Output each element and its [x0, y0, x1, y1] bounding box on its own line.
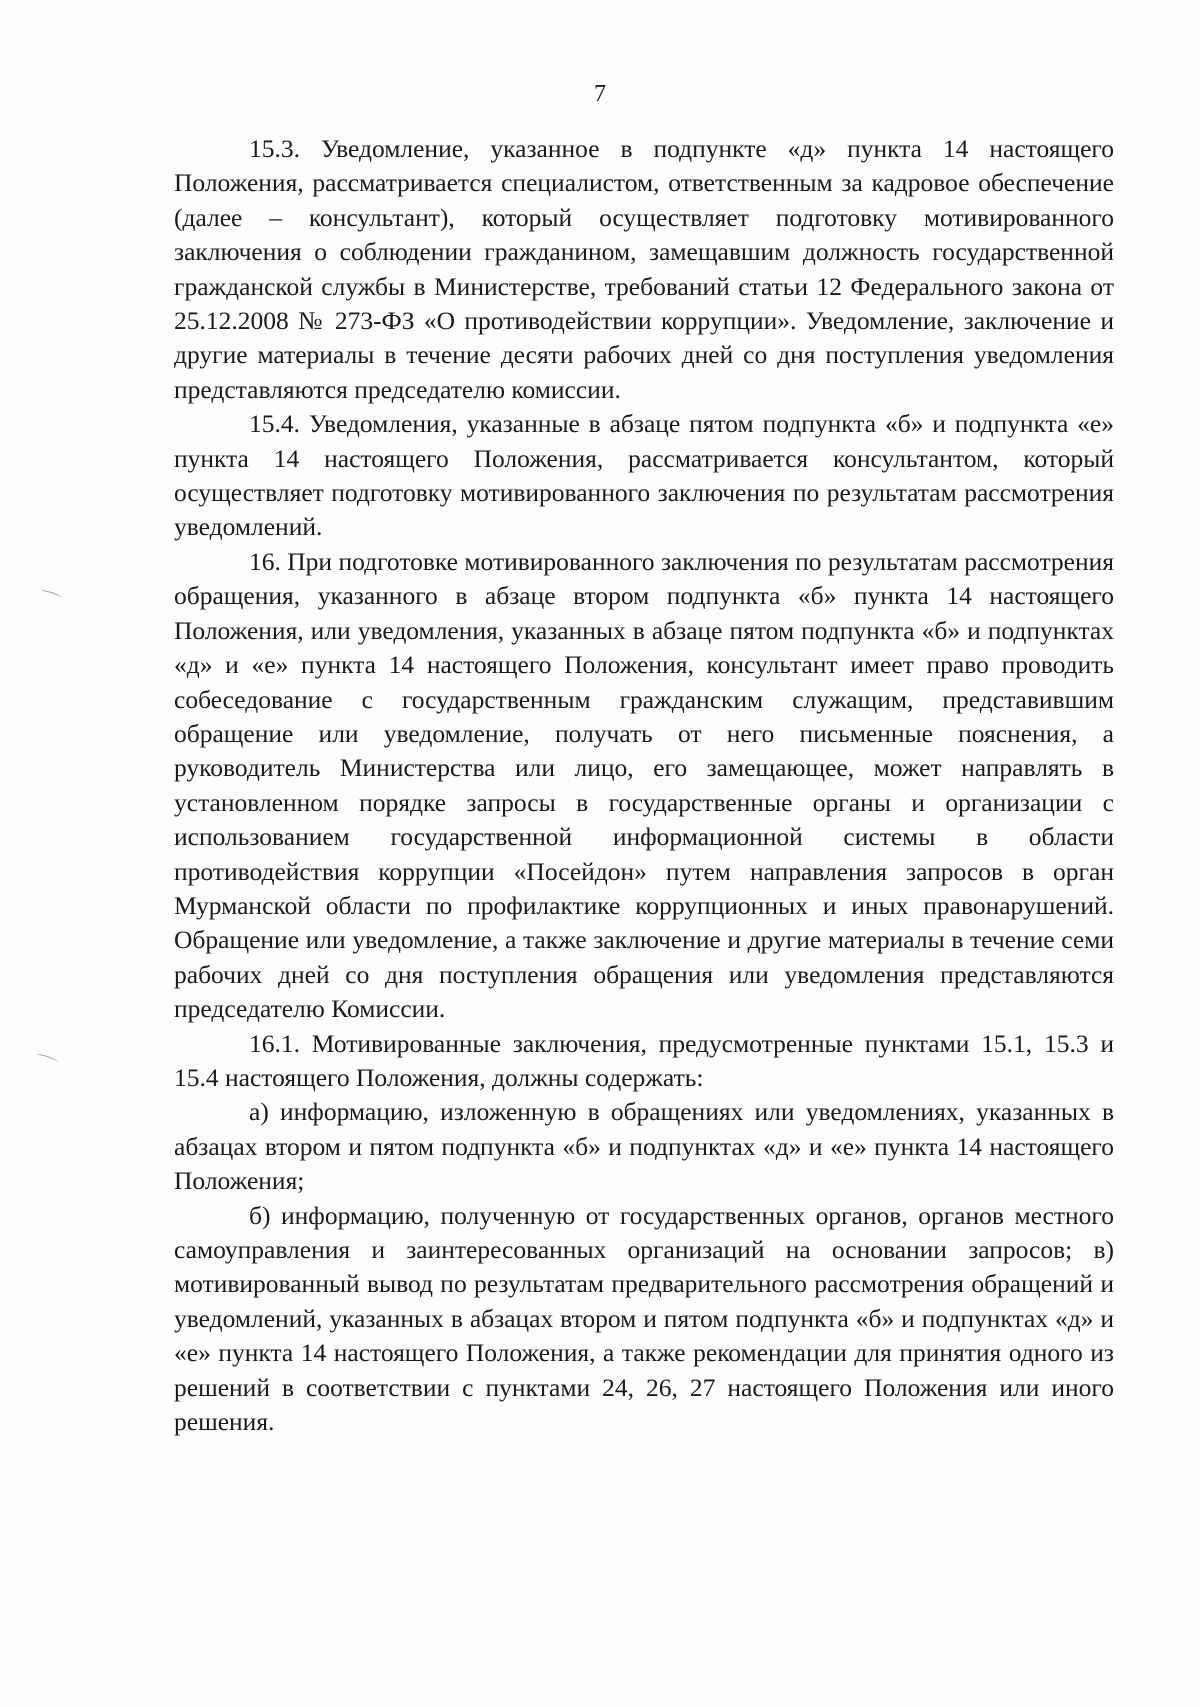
paragraph-16-1-a: а) информацию, изложенную в обращениях или уведомлениях, указанных в абзацах втором и пятом подпункта «б» и подпунктах «д» и «е» пункта 14 настоящего Положения; [174, 1097, 1114, 1196]
paragraph-16-1: 16.1. Мотивированные заключения, предусмотренные пунктами 15.1, 15.3 и 15.4 настоящего Положения, должны содержать: [174, 1028, 1114, 1092]
paragraph-15-3: 15.3. Уведомление, указанное в подпункте «д» пункта 14 настоящего Положения, рассматривается специалистом, ответственным за кадровое обеспечение (далее – консультант), который осуществляет подготовку мотивированного заключения о соблюдении гражданином, замещавшим должность государственной гражданской службы в Министерстве, требований статьи 12 Федерального закона от 25.12.2008 № 273-ФЗ «О противодействии коррупции». Уведомление, заключение и другие материалы в течение десяти рабочих дней со дня поступления уведомления представляются председателю комиссии. [174, 134, 1114, 404]
paragraph-16: 16. При подготовке мотивированного заключения по результатам рассмотрения обращения, указанного в абзаце втором подпункта «б» пункта 14 настоящего Положения, или уведомления, указанных в абзаце пятом подпункта «б» и подпунктах «д» и «е» пункта 14 настоящего Положения, консультант имеет право проводить собеседование с государственным гражданским служащим, представившим обращение или уведомление, получать от него письменные пояснения, а руководитель Министерства или лицо, его замещающее, может направлять в установленном порядке запросы в государственные органы и организации с использованием государственной информационной системы в области противодействия коррупции «Посейдон» путем направления запросов в орган Мурманской области по профилактике коррупционных и иных правонарушений. Обращение или уведомление, а также заключение и другие материалы в течение семи рабочих дней со дня поступления обращения или уведомления представляются председателю Комиссии. [174, 546, 1114, 1024]
scan-mark [40, 589, 62, 601]
paragraph-15-4: 15.4. Уведомления, указанные в абзаце пятом подпункта «б» и подпункта «е» пункта 14 настоящего Положения, рассматривается консультантом, который осуществляет подготовку мотивированного заключения по результатам рассмотрения уведомлений. [174, 409, 1114, 542]
scan-mark [36, 1053, 58, 1065]
paragraph-16-1-b: б) информацию, полученную от государственных органов, органов местного самоуправления и заинтересованных организаций на основании запросов; в) мотивированный вывод по результатам предварительного рассмотрения обращений и уведомлений, указанных в абзацах втором и пятом подпункта «б» и подпунктах «д» и «е» пункта 14 настоящего Положения, а также рекомендации для принятия одного из решений в соответствии с пунктами 24, 26, 27 настоящего Положения или иного решения. [174, 1200, 1114, 1437]
document-body [174, 132, 1114, 1439]
page-number: 7 [594, 81, 606, 107]
